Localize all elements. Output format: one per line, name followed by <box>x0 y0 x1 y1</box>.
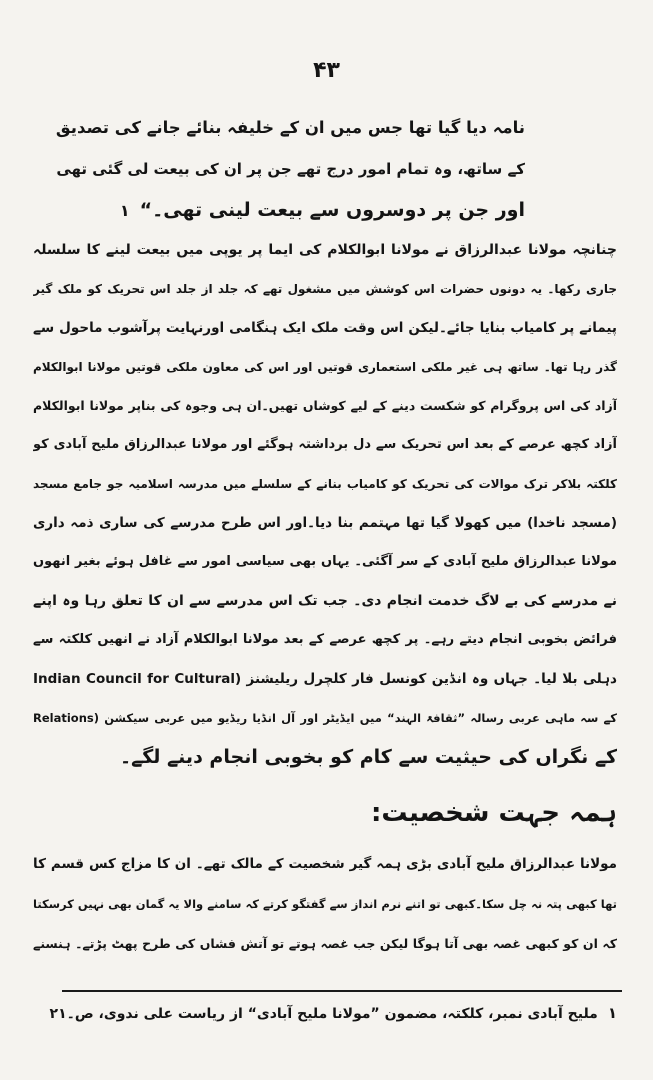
paragraph-line: کے نگراں کی حیثیت سے کام کو بخوبی انجام دینے لگے۔ <box>119 746 617 768</box>
footnote-reference: ۱ <box>119 201 130 220</box>
paragraph-line: نے مدرسے کی بے لاگ خدمت انجام دی۔ جب تک اس مدرسے سے ان کا تعلق رہا وہ اپنے <box>33 593 617 609</box>
paragraph-line: دہلی بلا لیا۔ جہاں وہ انڈین کونسل فار کلچرل ریلیشنز (Indian Council for Cultural <box>33 671 617 687</box>
paragraph-line: فرائض بخوبی انجام دیتے رہے۔ پر کچھ عرصے کے بعد مولانا ابوالکلام آزاد نے انھیں کلکتہ سے <box>33 632 617 647</box>
paragraph-line: چنانچہ مولانا عبدالرزاق نے مولانا ابوالکلام کی ایما پر یوپی میں بیعت لینے کا سلسلہ <box>33 242 617 258</box>
footnote-divider <box>62 990 622 992</box>
footnote-text: ملیح آبادی نمبر، کلکتہ، مضمون ”مولانا ملیح آبادی“ از ریاست علی ندوی، ص۔۲۱ <box>49 1006 598 1022</box>
paragraph-line: مولانا عبدالرزاق ملیح آبادی بڑی ہمہ گیر شخصیت کے مالک تھے۔ ان کا مزاج کس قسم کا <box>33 856 617 872</box>
paragraph-line: گذر رہا تھا۔ ساتھ ہی غیر ملکی استعماری قوتیں اور اس کی معاون ملکی قوتیں مولانا ابوالکلام <box>33 360 617 374</box>
paragraph-line: کہ ان کو کبھی غصہ بھی آتا ہوگا لیکن جب غصہ ہوتے تو آتش فشاں کی طرح پھٹ پڑتے۔ ہنسنے <box>33 936 617 951</box>
paragraph-line: مولانا عبدالرزاق ملیح آبادی کے سر آگئی۔ یہاں بھی سیاسی امور سے غافل ہوئے بغیر انھوں <box>33 554 617 569</box>
quote-line <box>55 196 525 226</box>
page-number: ۴۳ <box>313 58 340 83</box>
paragraph-line: تھا کبھی پتہ نہ چل سکا۔کبھی تو اتنے نرم انداز سے گفتگو کرتے کہ سامنے والا یہ گمان بھی نہیں کرسکتا <box>33 897 617 911</box>
paragraph-line: کلکتہ بلاکر ترک موالات کی تحریک کو کامیاب بنانے کے سلسلے میں مدرسہ اسلامیہ جو جامع مسجد <box>33 477 617 491</box>
paragraph-line: Relations) کے سہ ماہی عربی رسالہ ”ثقافۃ الہند“ میں ایڈیٹر اور آل انڈیا ریڈیو میں عربی سیکشن <box>33 711 617 725</box>
paragraph-line: (مسجد ناخدا) میں کھولا گیا تھا مہتمم بنا دیا۔اور اس طرح مدرسے کی ساری ذمہ داری <box>33 515 617 531</box>
footnote-mark: ۱ <box>607 1004 617 1022</box>
section-heading: ہمہ جہت شخصیت: <box>371 798 617 828</box>
paragraph-line: آزاد کی اس پروگرام کو شکست دینے کے لیے کوشاں تھیں۔ان ہی وجوہ کی بناپر مولانا ابوالکلام <box>33 398 617 413</box>
footnote <box>33 1004 617 1022</box>
quote-line-text: اور جن پر دوسروں سے بیعت لینی تھی۔“ <box>139 199 525 221</box>
paragraph-line: پیمانے پر کامیاب بنایا جائے۔لیکن اس وقت ملک ایک ہنگامی اورنہایت پرآشوب ماحول سے <box>33 320 617 336</box>
quote-line: کے ساتھ، وہ تمام امور درج تھے جن پر ان کی بیعت لی گئی تھی <box>56 160 525 178</box>
quote-line: نامہ دیا گیا تھا جس میں ان کے خلیفہ بنائے جانے کی تصدیق <box>55 118 525 137</box>
paragraph-line: جاری رکھا۔ یہ دونوں حضرات اس کوشش میں مشغول تھے کہ جلد از جلد اس تحریک کو ملک گیر <box>33 282 617 296</box>
paragraph-line: آزاد کچھ عرصے کے بعد اس تحریک سے دل برداشتہ ہوگئے اور مولانا عبدالرزاق ملیح آبادی کو <box>33 437 617 452</box>
